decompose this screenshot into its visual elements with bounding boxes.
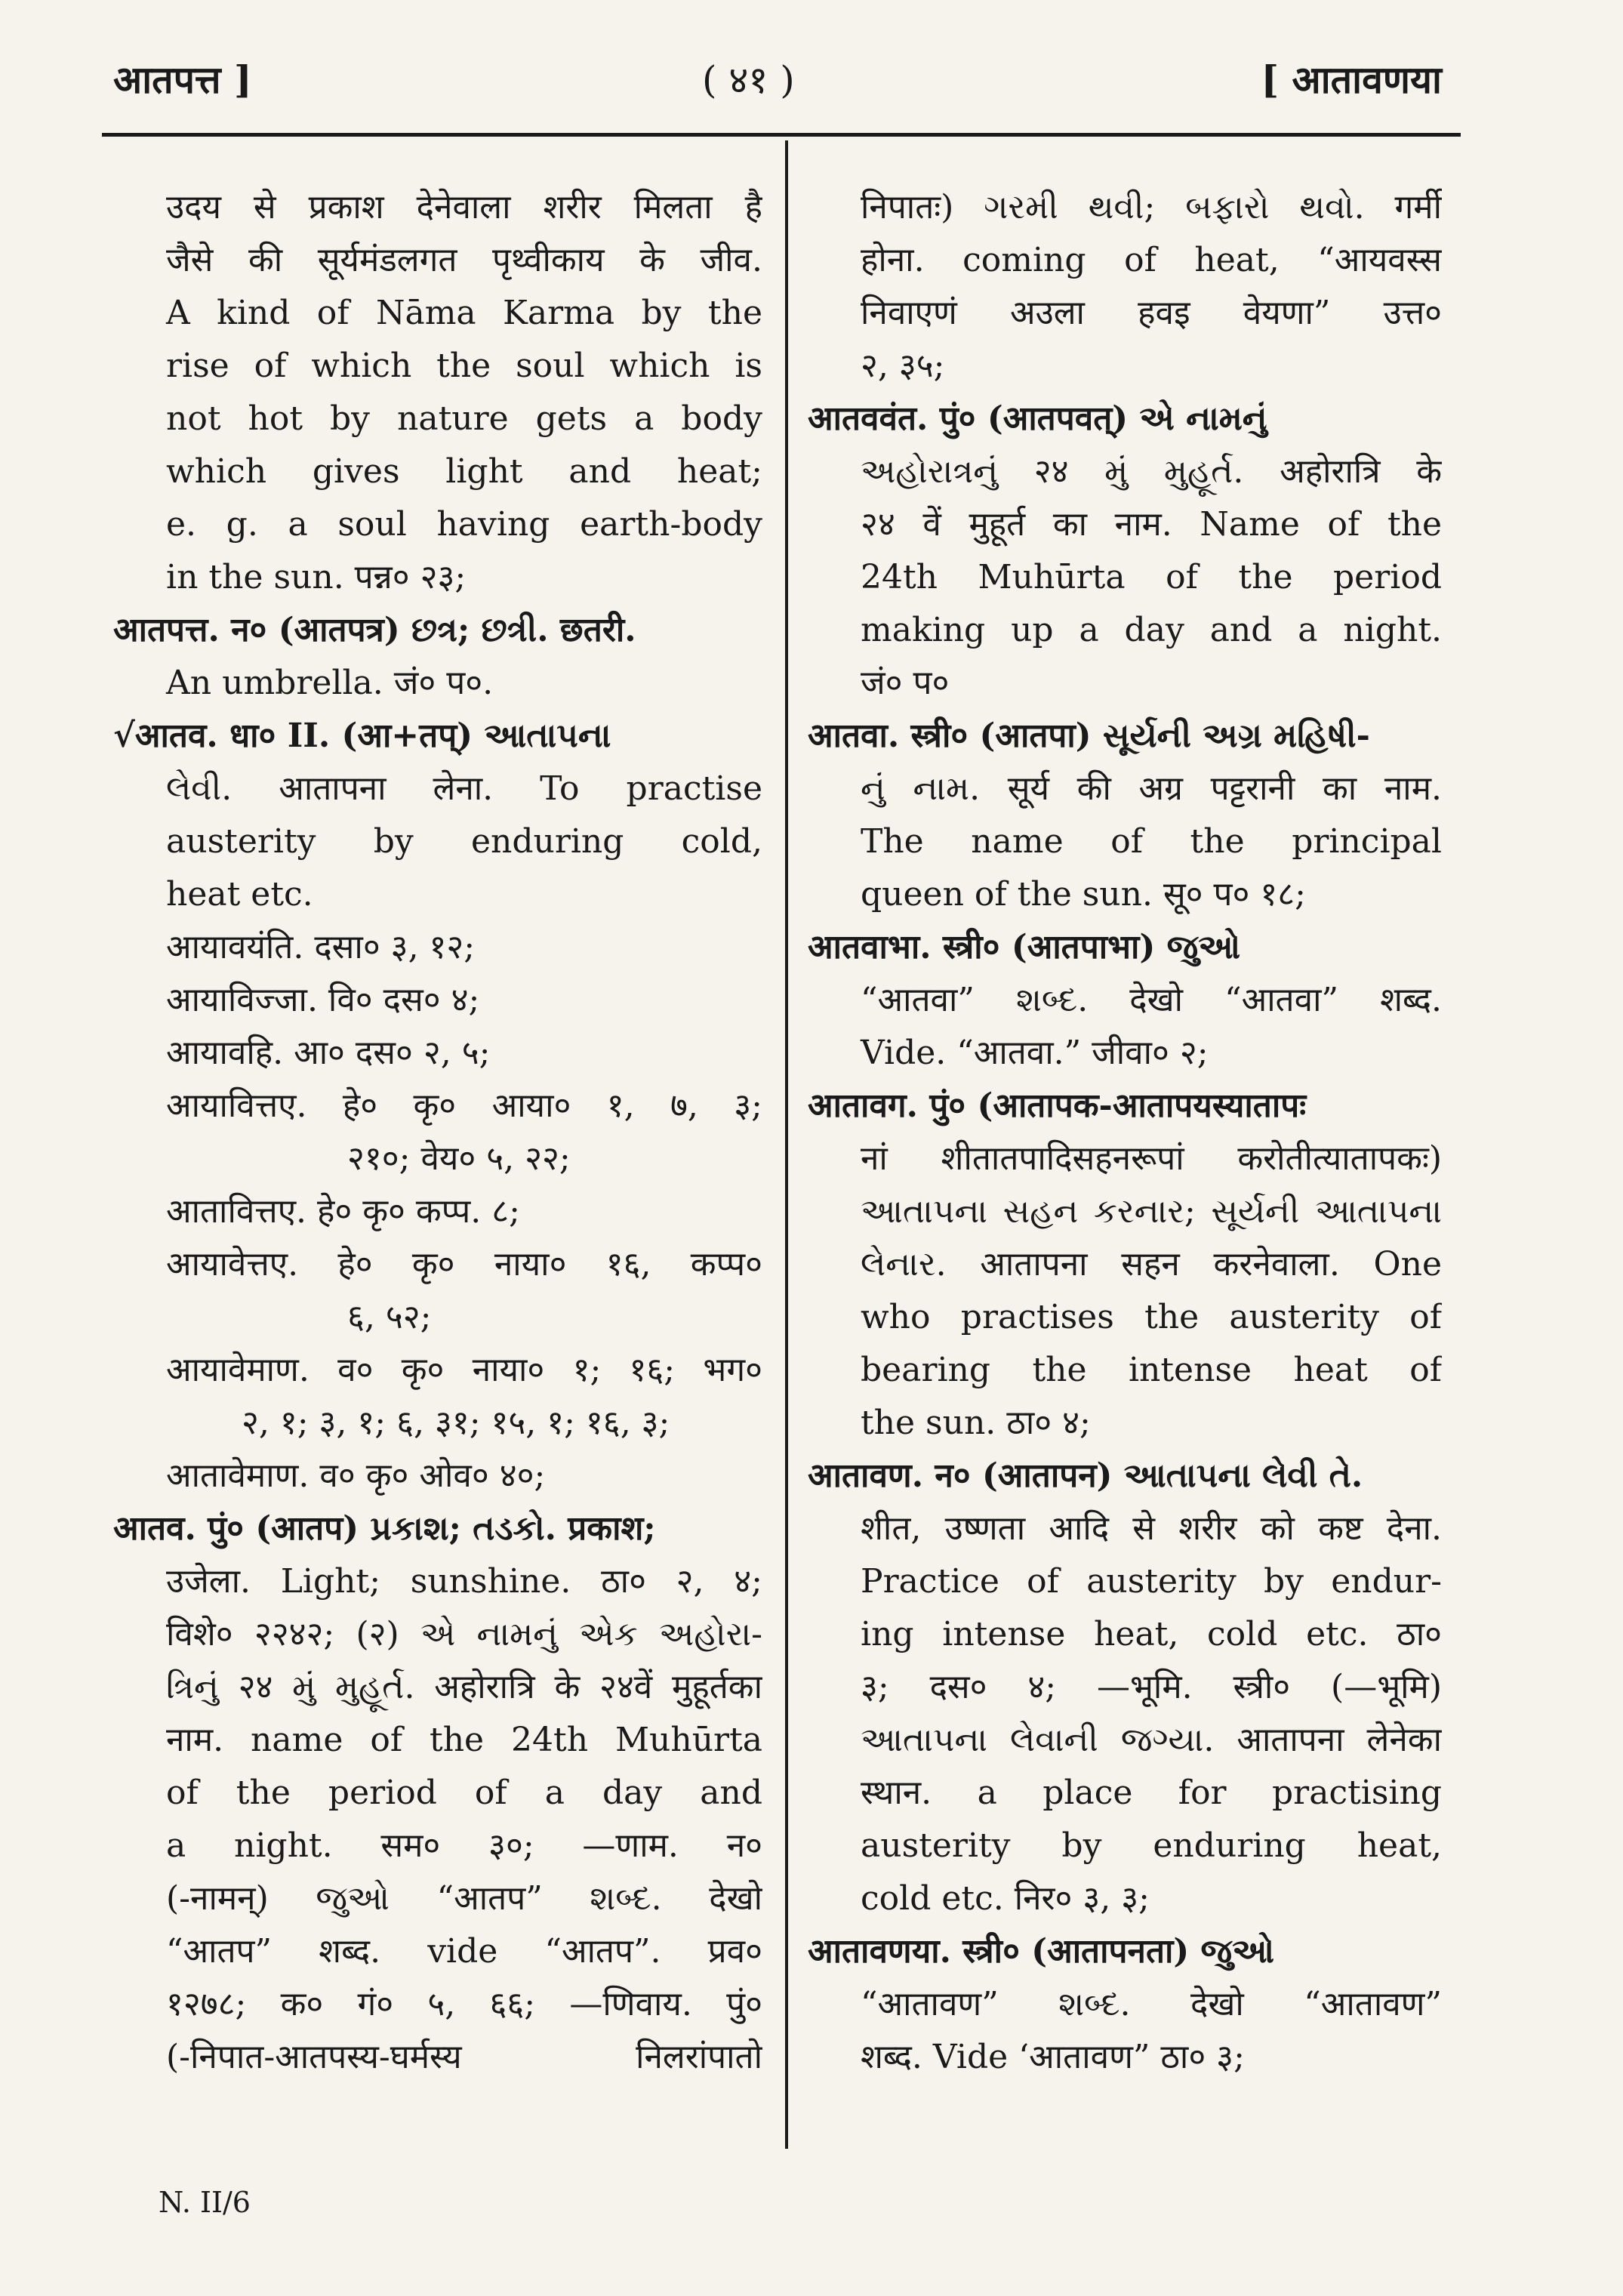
- text-line: austerity by enduring cold,: [166, 822, 762, 861]
- text-line: e. g. a soul having earth-body: [166, 505, 762, 544]
- header-left-guideword: आतपत्त ]: [113, 57, 252, 102]
- text-line: લેનાર. आतापना सहन करनेवाला. One: [861, 1245, 1442, 1284]
- text-line: उदय से प्रकाश देनेवाला शरीर मिलता है: [166, 188, 762, 227]
- text-line: queen of the sun. सू० प० १८;: [861, 875, 1306, 914]
- text-line: नां शीतातपादिसहनरूपां करोतीत्यातापकः): [861, 1139, 1442, 1178]
- text-line: A kind of Nāma Karma by the: [166, 294, 762, 332]
- text-line: “आतावण” શબ્દ. देखो “आतावण”: [861, 1985, 1442, 2023]
- text-line: ३; दस० ४; —भूमि. स्त्री० (—भूमि): [861, 1668, 1442, 1706]
- text-line: austerity by enduring heat,: [861, 1826, 1442, 1865]
- page-number: ( ४१ ): [702, 58, 795, 102]
- column-divider: [785, 140, 788, 2149]
- text-line: An umbrella. जं० प०.: [166, 664, 494, 702]
- text-line: “आतप” शब्द. vide “आतप”. प्रव०: [166, 1932, 762, 1971]
- text-line: आयाविज्जा. वि० दस० ४;: [166, 981, 480, 1019]
- text-line: आतवा. स्त्री० (आतपा) સૂર્યની અગ્ર મહિષી-: [808, 717, 1370, 755]
- text-line: आयावहि. आ० दस० २, ५;: [166, 1034, 491, 1072]
- text-line: जैसे की सूर्यमंडलगत पृथ्वीकाय के जीव.: [166, 241, 762, 279]
- text-line: निपातः) ગરમી થવી; બફારો થવો. गर्मी: [861, 188, 1442, 227]
- text-line: आयावेमाण. व० कृ० नाया० १; १६; भग०: [166, 1351, 762, 1389]
- text-line: અહોરાત્રનું २४ મું મુહૂર્ત. अहोरात्रि के: [861, 452, 1442, 491]
- text-line: आतावणया. स्त्री० (आतापनता) જુઓ: [808, 1932, 1275, 1971]
- text-line: आतवाभा. स्त्री० (आतपाभा) જુઓ: [808, 928, 1241, 966]
- text-line: heat etc.: [166, 875, 313, 914]
- text-line: rise of which the soul which is: [166, 347, 762, 385]
- text-line: आयावेत्तए. हे० कृ० नाया० १६, कप्प०: [166, 1245, 762, 1284]
- text-line: Vide. “आतवा.” जीवा० २;: [861, 1034, 1209, 1072]
- right-column: [808, 181, 1442, 2084]
- text-line: 24th Muhūrta of the period: [861, 558, 1442, 596]
- text-line: in the sun. पन्न० २३;: [166, 558, 467, 596]
- text-line: of the period of a day and: [166, 1774, 762, 1812]
- header-right-guideword: [ आतावणया: [1261, 57, 1442, 102]
- text-line: which gives light and heat;: [166, 452, 762, 491]
- text-line: आतववंत. पुं० (आतपवत्) એ નામનું: [808, 399, 1267, 438]
- text-line: स्थान. a place for practising: [861, 1774, 1442, 1812]
- text-line: લેવી. आतापना लेना. To practise: [166, 769, 762, 808]
- text-line: आतावेमाण. व० कृ० ओव० ४०;: [166, 1456, 546, 1495]
- text-line: not hot by nature gets a body: [166, 399, 762, 438]
- text-line: विशे० २२४२; (२) એ નામનું એક અહોરા-: [166, 1615, 762, 1653]
- text-line: The name of the principal: [861, 822, 1442, 861]
- header-rule: [102, 133, 1461, 137]
- text-line: આતાપના લેવાની જગ્યા. आतापना लेनेका: [861, 1721, 1442, 1759]
- text-line: a night. सम० ३०; —णाम. न०: [166, 1826, 762, 1865]
- text-line: २, ३५;: [861, 347, 945, 385]
- text-line: आयावयंति. दसा० ३, १२;: [166, 928, 476, 966]
- text-line: ત્રિનું २४ મું મુહૂર્ત. अहोरात्रि के २४वें मुहूर्तका: [166, 1668, 762, 1706]
- text-line: होना. coming of heat, “आयवस्स: [861, 241, 1442, 279]
- text-line: √आतव. धा० II. (आ+तप्) આતાપના: [113, 717, 611, 755]
- text-line: નું નામ. सूर्य की अग्र पट्टरानी का नाम.: [861, 769, 1442, 808]
- text-line: आतव. पुं० (आतप) પ્રકાશ; તડકો. प्रकाश;: [113, 1509, 656, 1548]
- text-line: नाम. name of the 24th Muhūrta: [166, 1721, 762, 1759]
- text-line: who practises the austerity of: [861, 1298, 1442, 1336]
- text-line: २, १; ३, १; ६, ३१; १५, १; १६, ३;: [242, 1404, 670, 1442]
- text-line: (-नामन्) જુઓ “आतप” શબ્દ. देखो: [166, 1879, 762, 1918]
- text-line: (-निपात-आतपस्य-घर्मस्य निलरांपातो: [166, 2038, 762, 2076]
- text-line: bearing the intense heat of: [861, 1351, 1442, 1389]
- text-line: १२७८; क० गं० ५, ६६; —णिवाय. पुं०: [166, 1985, 762, 2023]
- text-line: उजेला. Light; sunshine. ठा० २, ४;: [166, 1562, 762, 1601]
- text-line: शीत, उष्णता आदि से शरीर को कष्ट देना.: [861, 1509, 1442, 1548]
- signature-mark: N. II/6: [159, 2186, 251, 2219]
- text-line: the sun. ठा० ४;: [861, 1404, 1091, 1442]
- text-line: शब्द. Vide ‘आतावण” ठा० ३;: [861, 2038, 1245, 2076]
- text-line: आतावग. पुं० (आतापक-आतापयस्यातापः: [808, 1086, 1307, 1125]
- text-line: जं० प०: [861, 664, 950, 702]
- text-line: आयावित्तए. हे० कृ० आया० १, ७, ३;: [166, 1086, 762, 1125]
- text-line: आतावित्तए. हे० कृ० कप्प. ८;: [166, 1192, 520, 1231]
- page-header: [0, 45, 1623, 121]
- text-line: २४ वें मुहूर्त का नाम. Name of the: [861, 505, 1442, 544]
- text-line: ६, ५२;: [347, 1298, 432, 1336]
- left-column: [113, 181, 762, 2084]
- text-line: cold etc. निर० ३, ३;: [861, 1879, 1150, 1918]
- text-line: २१०; वेय० ५, २२;: [347, 1139, 571, 1178]
- text-line: making up a day and a night.: [861, 611, 1442, 649]
- text-line: आतपत्त. न० (आतपत्र) છત્ર; છત્રી. छतरी.: [113, 611, 636, 649]
- text-line: ing intense heat, cold etc. ठा०: [861, 1615, 1442, 1653]
- text-line: આતાપના સહન કરનાર; સૂર્યની આતાપના: [861, 1192, 1442, 1231]
- text-line: आतावण. न० (आतापन) આતાપના લેવી તે.: [808, 1456, 1363, 1495]
- text-line: “आतवा” શબ્દ. देखो “आतवा” शब्द.: [861, 981, 1442, 1019]
- text-line: Practice of austerity by endur-: [861, 1562, 1442, 1601]
- text-line: निवाएणं अउला हवइ वेयणा” उत्त०: [861, 294, 1442, 332]
